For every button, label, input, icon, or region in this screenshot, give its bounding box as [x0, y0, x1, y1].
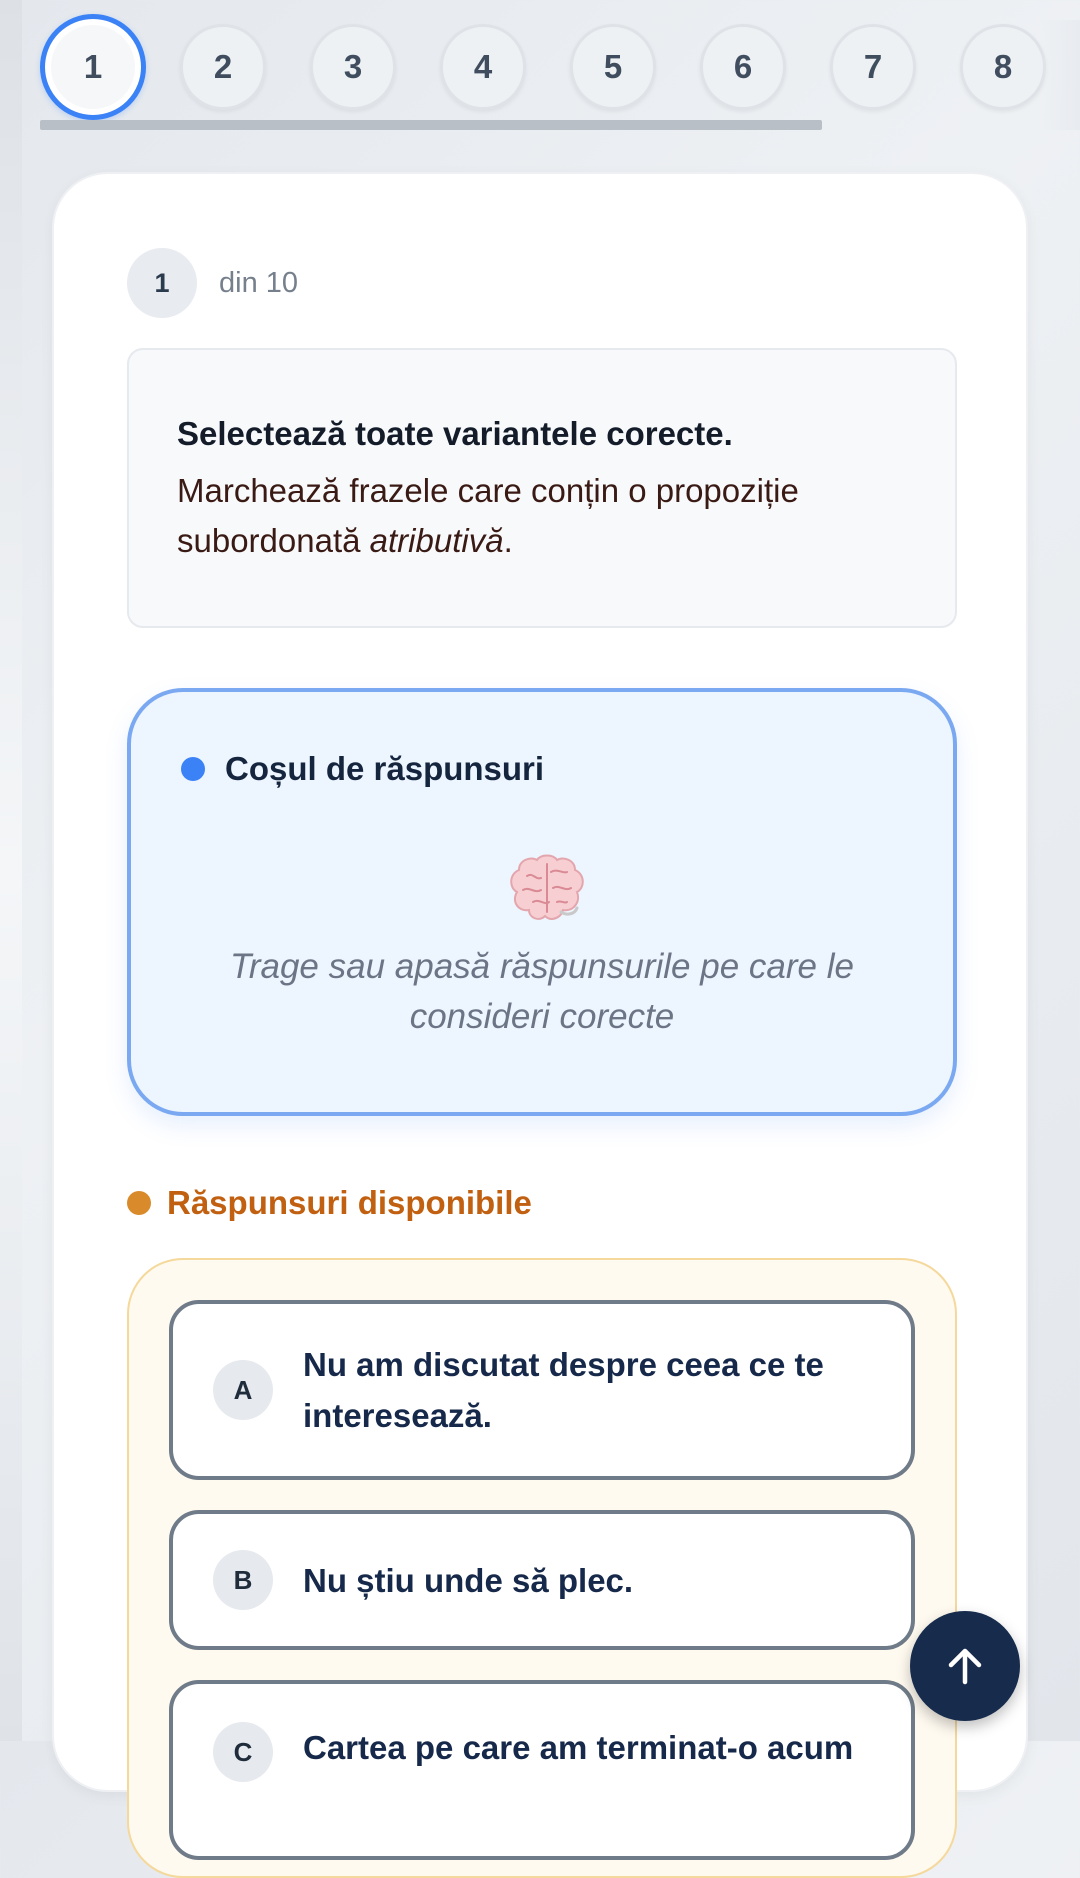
answer-option-a[interactable]	[169, 1300, 915, 1480]
question-stepper	[40, 20, 1080, 130]
available-answers-list	[127, 1258, 957, 1878]
step-2[interactable]	[180, 24, 266, 110]
question-text-prefix: Marchează frazele care conțin o propoziție subordonată	[177, 472, 799, 559]
step-label: 4	[473, 48, 493, 85]
answer-letter-badge: C	[213, 1722, 273, 1782]
question-counter	[127, 247, 298, 319]
background-strip	[0, 0, 22, 1741]
question-text-suffix: .	[503, 522, 513, 559]
answer-option-c[interactable]	[169, 1680, 915, 1860]
stepper-fade	[1040, 20, 1080, 130]
arrow-up-icon	[943, 1644, 987, 1688]
step-label: 5	[603, 48, 623, 85]
step-4[interactable]	[440, 24, 526, 110]
step-label: 3	[343, 48, 363, 85]
answer-letter-badge: B	[213, 1550, 273, 1610]
step-1[interactable]	[40, 14, 146, 120]
question-card	[52, 172, 1028, 1792]
question-box	[127, 348, 957, 628]
step-6[interactable]	[700, 24, 786, 110]
answer-text: Nu am discutat despre ceea ce te interesează.	[303, 1346, 824, 1434]
answer-option-b[interactable]	[169, 1510, 915, 1650]
available-dot-icon	[127, 1191, 151, 1215]
step-5[interactable]	[570, 24, 656, 110]
question-text	[177, 466, 907, 566]
answer-basket-dropzone[interactable]	[127, 688, 957, 1116]
available-answers-header	[127, 1184, 532, 1222]
question-total: din 10	[219, 266, 299, 299]
answer-letter-badge: A	[213, 1360, 273, 1420]
answer-text: Nu știu unde să plec.	[303, 1561, 634, 1599]
step-label: 6	[733, 48, 753, 85]
stepper-scroll-track[interactable]	[40, 120, 822, 130]
basket-title: Coșul de răspunsuri	[225, 750, 545, 787]
step-3[interactable]	[310, 24, 396, 110]
question-instruction: Selectează toate variantele corecte.	[177, 415, 733, 452]
scroll-to-top-button[interactable]	[910, 1611, 1020, 1721]
question-number-badge: 1	[127, 248, 197, 318]
step-label: 1	[83, 48, 103, 85]
step-label: 2	[213, 48, 233, 85]
step-label: 8	[993, 48, 1013, 85]
step-label: 7	[863, 48, 883, 85]
basket-dot-icon	[181, 757, 205, 781]
question-text-emphasis: atributivă	[369, 522, 504, 559]
step-8[interactable]	[960, 24, 1046, 110]
basket-hint: Trage sau apasă răspunsurile pe care le consideri corecte	[230, 947, 854, 1036]
answer-text: Cartea pe care am terminat-o acum	[303, 1729, 854, 1766]
basket-header	[181, 750, 544, 788]
brain-icon	[505, 852, 589, 924]
step-7[interactable]	[830, 24, 916, 110]
available-answers-title: Răspunsuri disponibile	[167, 1184, 532, 1221]
